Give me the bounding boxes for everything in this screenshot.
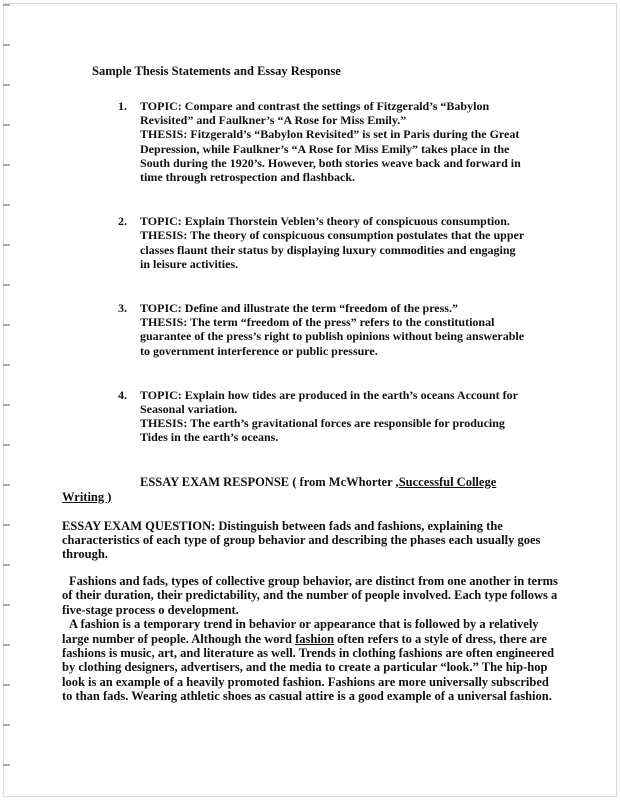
left-edge-dash-marks: [3, 4, 10, 796]
topic-paragraph: [140, 214, 526, 228]
list-item: [118, 214, 526, 271]
list-item: [118, 99, 526, 184]
thesis-label: THESIS:: [140, 315, 188, 330]
topic-paragraph: [140, 301, 526, 315]
item-number: 3.: [118, 301, 127, 316]
list-item: [118, 301, 526, 358]
topic-text: Compare and contrast the settings of Fitzgerald’s “Babylon Revisited” and Faulkner’s “A Rose for Miss Emily.”: [140, 99, 490, 128]
body-paragraph-fashion-definition: [62, 617, 558, 703]
topic-label: TOPIC:: [140, 387, 182, 402]
thesis-text: The theory of conspicuous consumption postulates that the upper classes flaunt their status by displaying luxury commodities and engaging in leisure activities.: [140, 228, 524, 271]
list-item: [118, 388, 526, 445]
paragraph-text: often refers to a style of dress, there are fashions is music, art, and literature as well. Trends in clothing fashions are often engineered by clothing designers, advertisers, and the media to create a particular “look.” The hip-hop look is an example of a heavily promoted fashion. Fashions are more universally subscribed to than fads. Wearing athletic shoes as casual attire is a good example of a universal fashion.: [62, 631, 555, 704]
thesis-text: Fitzgerald’s “Babylon Revisited” is set in Paris during the Great Depression, while Faulkner’s “A Rose for Miss Emily” takes place in the South during the 1920’s. However, both stories weave back and forward in time through retrospection and flashback.: [140, 127, 521, 185]
body-paragraph-fads-fashions: Fashions and fads, types of collective group behavior, are distinct from one another in terms of their duration, their predictability, and the number of people involved. Each type follows a five-stage process o development.: [62, 573, 558, 617]
topic-paragraph: [140, 388, 526, 416]
thesis-paragraph: [140, 228, 526, 271]
heading-plain-text: ESSAY EXAM RESPONSE ( from McWhorter ,: [140, 474, 399, 489]
paragraph-text: A fashion is a temporary trend in behavior or appearance that is followed by a relatively large number of people. Although the word: [62, 617, 539, 646]
heading-underlined-text: Successful College: [398, 474, 497, 489]
thesis-text: The earth’s gravitational forces are responsible for producing Tides in the earth’s oceans.: [140, 416, 505, 445]
thesis-paragraph: [140, 416, 526, 444]
item-number: 2.: [118, 214, 127, 229]
thesis-paragraph: [140, 127, 526, 184]
topic-label: TOPIC:: [140, 214, 182, 229]
topic-paragraph: [140, 99, 526, 127]
item-number: 1.: [118, 99, 127, 113]
essay-exam-question: ESSAY EXAM QUESTION: Distinguish between fads and fashions, explaining the characteristics of each type of group behavior and describing the phases each usually goes through.: [62, 518, 541, 562]
item-number: 4.: [118, 387, 127, 402]
heading-line-1: [140, 475, 558, 490]
topic-label: TOPIC:: [140, 301, 182, 316]
thesis-statements-list: [118, 99, 526, 445]
topic-text: Define and illustrate the term “freedom of the press.”: [181, 301, 458, 316]
item-body: [140, 99, 526, 184]
item-body: [140, 388, 526, 445]
heading-line-2: [62, 490, 558, 505]
thesis-paragraph: [140, 315, 526, 358]
item-body: [140, 301, 526, 358]
heading-underlined-text: Writing ): [62, 489, 112, 504]
document-title: Sample Thesis Statements and Essay Response: [92, 64, 341, 78]
essay-exam-response-heading: [62, 475, 558, 505]
thesis-label: THESIS:: [140, 127, 188, 142]
thesis-label: THESIS:: [140, 416, 188, 431]
item-body: [140, 214, 526, 271]
thesis-text: The term “freedom of the press” refers to the constitutional guarantee of the press’s right to publish opinions without being answerable to government interference or public pressure.: [140, 315, 525, 358]
topic-text: Explain Thorstein Veblen’s theory of conspicuous consumption.: [181, 214, 510, 229]
underlined-word-fashion: fashion: [295, 631, 335, 646]
thesis-label: THESIS:: [140, 228, 188, 243]
topic-text: Explain how tides are produced in the earth’s oceans Account for Seasonal variation.: [140, 387, 518, 417]
topic-label: TOPIC:: [140, 99, 182, 113]
document-content: [62, 64, 558, 704]
